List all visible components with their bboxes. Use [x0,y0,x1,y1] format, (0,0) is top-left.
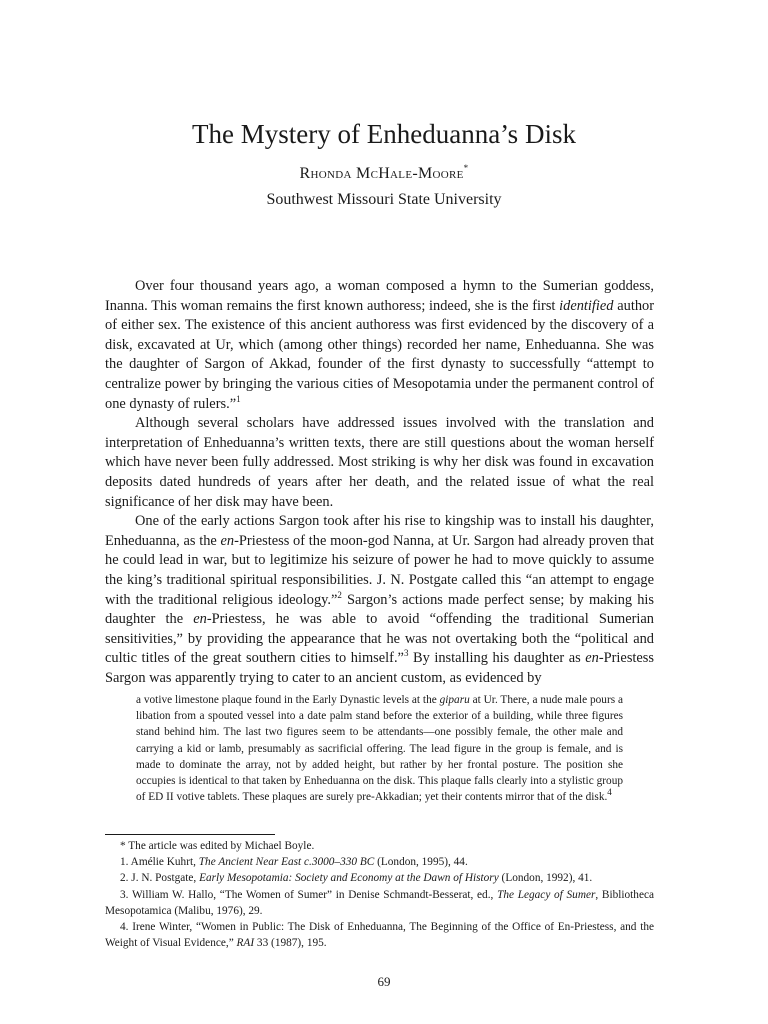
quote-text: at Ur. There, a nude male pours a libation from a spouted vessel into a date palm stand before the exterior of a building, while three figures stand behind him. The last two figures seem to be attendants—one possibly female, the other male and carrying a kid or lamb, presumably as sacrificial offering. The lead figure in the group is female, and is made to dominate the array, not by added height, but rather by her frontal posture. The position she occupies is identical to that taken by Enheduanna on the disk. This plaque falls clearly into a stylistic group of ED II votive tablets. These plaques are surely pre-Akkadian; yet their contents mirror that of the disk. [136,694,623,804]
author-affiliation: Southwest Missouri State University [266,191,502,208]
footnote-text: 3. William W. Hallo, “The Women of Sumer” in Denise Schmandt-Besserat, ed., [120,888,498,901]
citation-title: Early Mesopotamia: Society and Economy at the Dawn of History [199,872,499,885]
block-quote-text [136,692,623,805]
page-number: 69 [377,974,391,989]
paragraph-text: Over four thousand years ago, a woman composed a hymn to the Sumerian goddess, Inanna. This woman remains the first known authoress; indeed, she is the first [105,278,654,314]
paragraph-text: One of the early actions Sargon took after his rise to kingship was to install his daughter, Enheduanna, as the [105,513,654,549]
author-name: Rhonda McHale-Moore [299,165,464,182]
citation-title: RAI [236,937,255,950]
author-note-marker: * [463,162,469,173]
paragraph-text: -Priestess Sargon was apparently trying to cater to an ancient custom, as evidenced by [105,650,655,686]
emphasis-text: en [220,532,235,549]
footnote-text: 33 (1987), 195. [254,937,327,950]
footnote-4 [105,919,654,951]
paragraph-3 [105,512,654,688]
footnote-text: 2. J. N. Postgate, [120,872,200,885]
paragraph-text: -Priestess of the moon-god Nanna, at Ur. Sargon had already proven that he could lead in war, but to legitimize his seizure of power he had to move quickly to assume the king’s traditional spiritual responsibilities. J. N. Postgate called this “an attempt to engage with the traditional religious ideology.” [105,532,654,608]
paragraph-text: By installing his daughter as [408,650,586,667]
paragraph-2: Although several scholars have addressed issues involved with the translation and interpretation of Enheduanna’s written texts, there are still questions about the woman herself which have never been fully addressed. Most striking is why her disk was found in excavation deposits dated hundreds of years after her death, and the related issue of what the real significance of her disk may have been. [105,415,654,510]
footnote-text: 4. Irene Winter, “Women in Public: The Disk of Enheduanna, The Beginning of the Office of En-Priestess, and the Weight of Visual Evidence,” [105,921,654,950]
footnotes [105,838,654,951]
footnote-text: 1. Amélie Kuhrt, [120,856,199,869]
emphasis-text: identified [559,297,614,314]
paragraph-text: author of either sex. The existence of this ancient authoress was first evidenced by the discovery of a disk, excavated at Ur, which (among other things) recorded her name, Enheduanna. She was the daughter of Sargon of Akkad, founder of the first dynasty to successfully “attempt to centralize power by bringing the various cities of Mesopotamia under the permanent control of one dynasty of rulers.” [105,297,654,412]
author-line [0,162,768,183]
emphasis-text: giparu [439,694,470,706]
footnote-divider [105,834,275,835]
footnote-2 [105,870,654,886]
footnote-1 [105,854,654,870]
paragraph-text: -Priestess, he was able to avoid “offending the traditional Sumerian sensitivities,” by providing the appearance that he was not overtaking both the “political and cultic titles of the great southern cities to himself.” [105,611,654,667]
article-body [105,277,654,688]
citation-title: The Ancient Near East c.3000–330 BC [198,856,375,869]
footnote-ref: 4 [607,787,612,798]
emphasis-text: en [585,650,599,667]
footnote-ref: 2 [337,589,342,600]
footnote-text: (London, 1992), 41. [498,872,593,885]
quote-text: a votive limestone plaque found in the Early Dynastic levels at the [136,694,440,706]
citation-title: The Legacy of Sumer [497,888,596,901]
footnote-star: * The article was edited by Michael Boyle. [120,840,315,852]
footnote-3 [105,887,654,919]
footnote-ref: 3 [403,648,409,659]
footnote-text: (London, 1995), 44. [374,856,468,869]
article-title: The Mystery of Enheduanna’s Disk [192,119,576,149]
block-quote [136,692,623,805]
emphasis-text: en [193,611,207,628]
paragraph-text: Sargon’s actions made perfect sense; by making his daughter the [105,591,654,628]
paragraph-1 [105,277,654,414]
footnote-ref: 1 [236,393,241,404]
footnote-text: , Bibliotheca Mesopotamica (Malibu, 1976), 29. [105,888,654,917]
